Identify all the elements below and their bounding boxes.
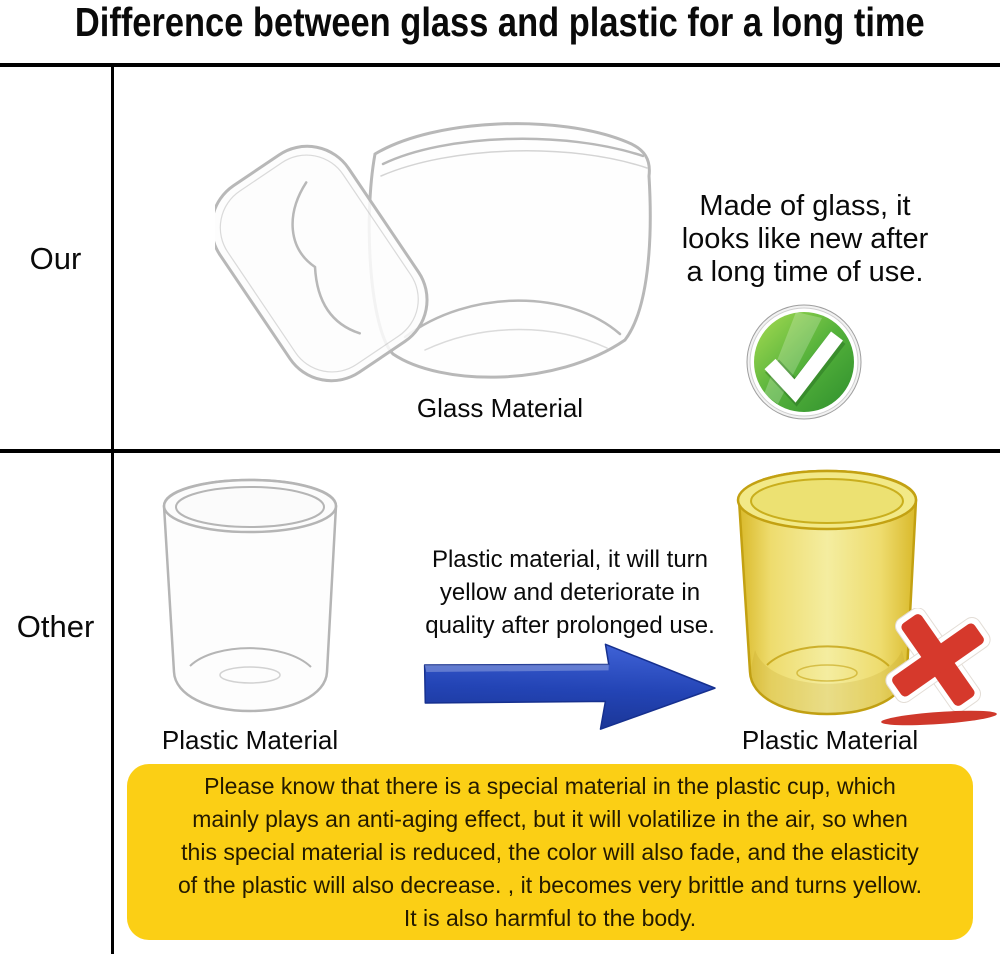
plastic-note-text: Plastic material, it will turn yellow and deteriorate in quality after prolonged use. — [425, 546, 715, 639]
green-check-badge-icon — [744, 302, 864, 422]
glass-note-text: Made of glass, it looks like new after a long time of use. — [681, 190, 929, 288]
plastic-material-left-caption: Plastic Material — [161, 725, 339, 755]
warning-line: mainly plays an anti-aging effect, but it will volatilize in the air, so when — [192, 805, 908, 832]
plastic-material-right-caption: Plastic Material — [741, 725, 919, 755]
blue-right-arrow-icon — [418, 636, 723, 734]
warning-line: of the plastic will also decrease. , it becomes very brittle and turns yellow. — [177, 871, 922, 898]
table-top-border — [0, 63, 1000, 67]
warning-line: It is also harmful to the body. — [403, 904, 697, 931]
label-column-divider — [111, 63, 114, 954]
page-title: Difference between glass and plastic for a long time — [75, 0, 925, 45]
red-cross-icon — [875, 608, 1000, 733]
warning-line: Please know that there is a special material in the plastic cup, which — [204, 772, 896, 799]
row-divider — [0, 449, 1000, 453]
title-bar — [0, 0, 1000, 56]
row-label-our: Our — [29, 241, 82, 276]
row-label-other: Other — [16, 609, 95, 644]
warning-line: this special material is reduced, the color will also fade, and the elasticity — [181, 838, 919, 865]
glass-material-caption: Glass Material — [416, 393, 584, 423]
plastic-cup-clear-image — [150, 470, 350, 725]
warning-note-box — [127, 764, 973, 940]
glass-cup-image — [215, 92, 665, 397]
